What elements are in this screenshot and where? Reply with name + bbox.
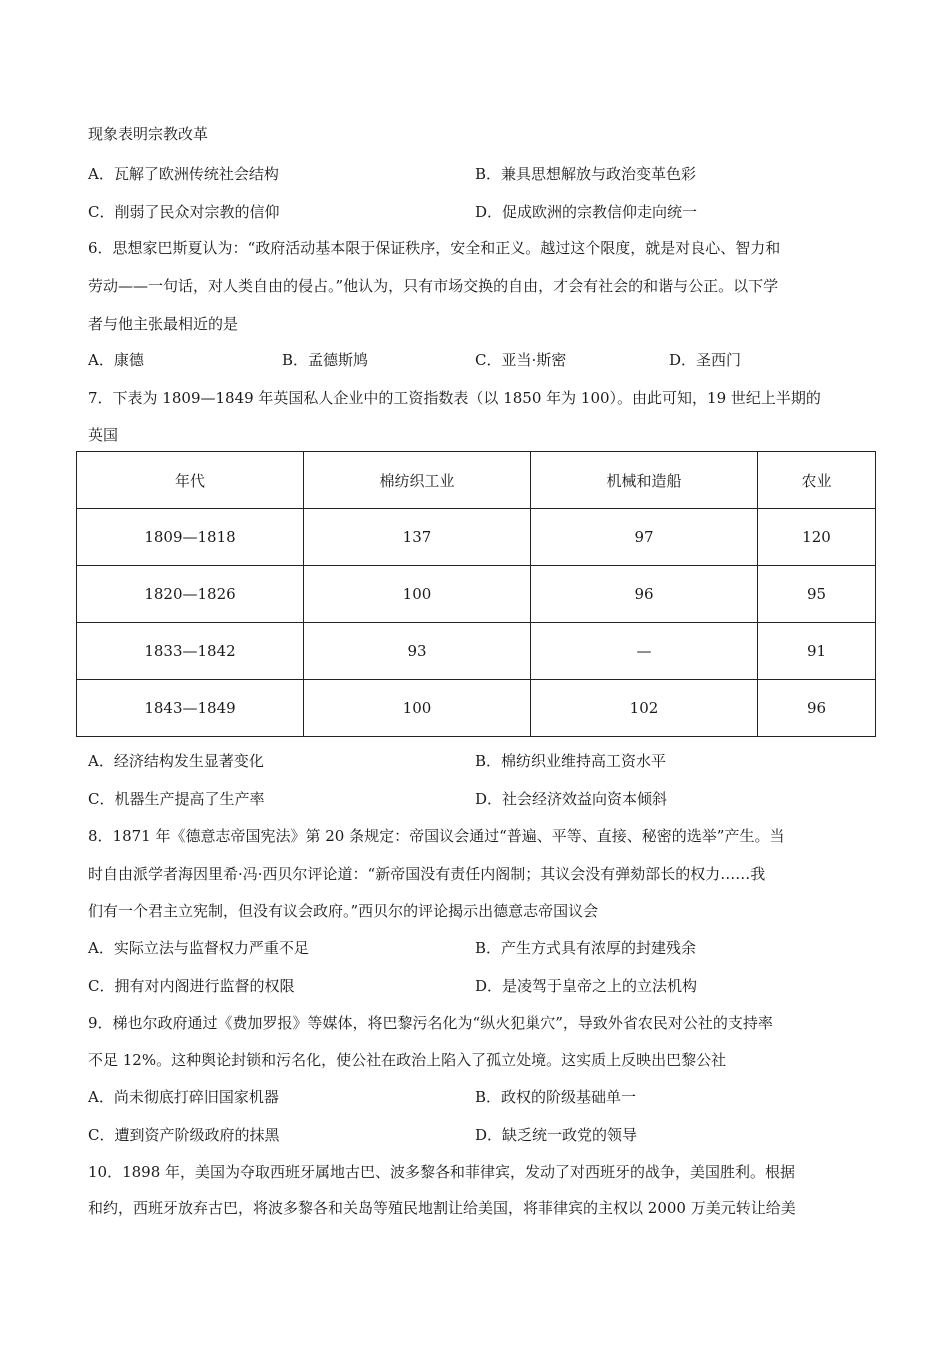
q9-option-a: A．尚未彻底打碎旧国家机器 <box>88 1088 279 1106</box>
table-header-row <box>77 452 876 509</box>
q5-option-b: B．兼具思想解放与政治变革色彩 <box>475 165 697 183</box>
q7-stem-line-2: 英国 <box>88 426 119 444</box>
table-cell: 102 <box>531 680 758 737</box>
table-row <box>77 623 876 680</box>
q9-option-b: B．政权的阶级基础单一 <box>475 1088 637 1106</box>
q5-stem-tail: 现象表明宗教改革 <box>88 125 209 143</box>
q6-option-a: A．康德 <box>88 351 144 369</box>
table-cell: 1809—1818 <box>77 509 304 566</box>
q9-stem-line-2: 不足 12%。这种舆论封锁和污名化，使公社在政治上陷入了孤立处境。这实质上反映出巴黎公社 <box>88 1051 727 1069</box>
q8-option-b: B．产生方式具有浓厚的封建残余 <box>475 939 697 957</box>
q7-option-b: B．棉纺织业维持高工资水平 <box>475 752 667 770</box>
q9-option-d: D．缺乏统一政党的领导 <box>475 1126 638 1144</box>
table-cell: 96 <box>531 566 758 623</box>
q7-option-c: C．机器生产提高了生产率 <box>88 790 265 808</box>
q5-option-a: A．瓦解了欧洲传统社会结构 <box>88 165 279 183</box>
table-cell: 95 <box>758 566 876 623</box>
q5-option-c: C．削弱了民众对宗教的信仰 <box>88 203 280 221</box>
table-cell: 1820—1826 <box>77 566 304 623</box>
table-cell: — <box>531 623 758 680</box>
table-header-cell: 棉纺织工业 <box>304 452 531 509</box>
q8-option-d: D．是凌驾于皇帝之上的立法机构 <box>475 977 698 995</box>
table-cell: 1843—1849 <box>77 680 304 737</box>
q8-stem-line-3: 们有一个君主立宪制，但没有议会政府。”西贝尔的评论揭示出德意志帝国议会 <box>88 902 599 920</box>
q6-option-d: D．圣西门 <box>669 351 742 369</box>
q6-stem-line-1: 6．思想家巴斯夏认为：“政府活动基本限于保证秩序，安全和正义。越过这个限度，就是对良心、智力和 <box>88 239 781 257</box>
q10-stem-line-2: 和约，西班牙放弃古巴，将波多黎各和关岛等殖民地割让给美国，将菲律宾的主权以 2000 万美元转让给美 <box>88 1199 796 1217</box>
table-header-cell: 机械和造船 <box>531 452 758 509</box>
q9-stem-line-1: 9．梯也尔政府通过《费加罗报》等媒体，将巴黎污名化为“纵火犯巢穴”，导致外省农民对公社的支持率 <box>88 1014 773 1032</box>
q6-option-b: B．孟德斯鸠 <box>282 351 369 369</box>
table-cell: 93 <box>304 623 531 680</box>
q7-stem-line-1: 7．下表为 1809—1849 年英国私人企业中的工资指数表（以 1850 年为 100）。由此可知，19 世纪上半期的 <box>88 389 821 407</box>
q7-option-a: A．经济结构发生显著变化 <box>88 752 264 770</box>
q8-option-a: A．实际立法与监督权力严重不足 <box>88 939 309 957</box>
q8-option-c: C．拥有对内阁进行监督的权限 <box>88 977 295 995</box>
table-cell: 96 <box>758 680 876 737</box>
q6-stem-line-3: 者与他主张最相近的是 <box>88 315 239 333</box>
table-cell: 137 <box>304 509 531 566</box>
wage-index-table <box>76 451 876 737</box>
table-cell: 91 <box>758 623 876 680</box>
q10-stem-line-1: 10．1898 年，美国为夺取西班牙属地古巴、波多黎各和菲律宾，发动了对西班牙的战争，美国胜利。根据 <box>88 1163 796 1181</box>
table-row <box>77 509 876 566</box>
q5-option-d: D．促成欧洲的宗教信仰走向统一 <box>475 203 698 221</box>
q6-stem-line-2: 劳动——一句话，对人类自由的侵占。”他认为，只有市场交换的自由，才会有社会的和谐与公正。以下学 <box>88 277 779 295</box>
table-header-cell: 年代 <box>77 452 304 509</box>
q9-option-c: C．遭到资产阶级政府的抹黑 <box>88 1126 280 1144</box>
q8-stem-line-1: 8．1871 年《德意志帝国宪法》第 20 条规定：帝国议会通过“普遍、平等、直接、秘密的选举”产生。当 <box>88 827 785 845</box>
table-cell: 1833—1842 <box>77 623 304 680</box>
q6-option-c: C．亚当·斯密 <box>475 351 567 369</box>
table-header-cell: 农业 <box>758 452 876 509</box>
table-row <box>77 680 876 737</box>
table-cell: 100 <box>304 680 531 737</box>
table-row <box>77 566 876 623</box>
table-cell: 120 <box>758 509 876 566</box>
table-cell: 97 <box>531 509 758 566</box>
q7-option-d: D．社会经济效益向资本倾斜 <box>475 790 668 808</box>
q8-stem-line-2: 时自由派学者海因里希·冯·西贝尔评论道：“新帝国没有责任内阁制；其议会没有弹劾部长的权力……我 <box>88 865 766 883</box>
table-cell: 100 <box>304 566 531 623</box>
